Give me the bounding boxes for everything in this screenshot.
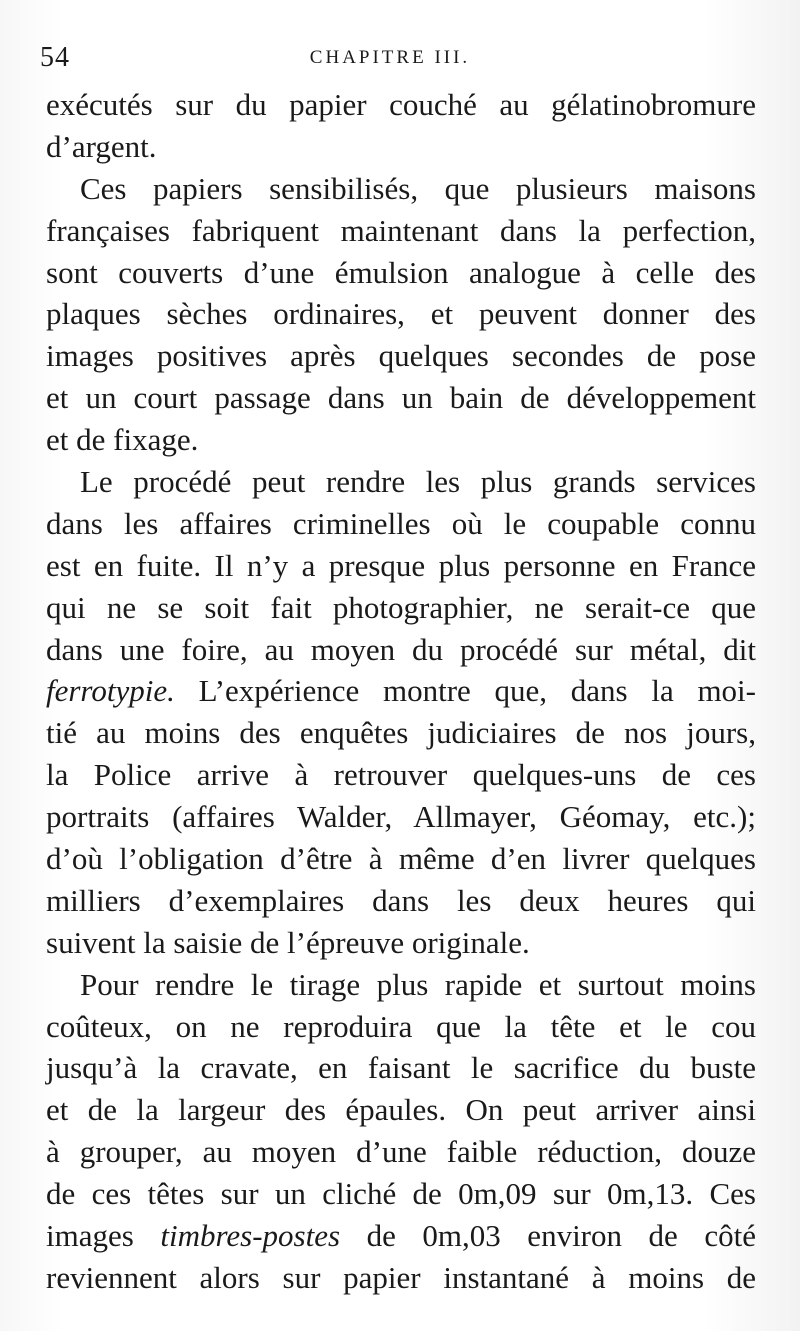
paragraph-first-line: Ces papiers sensibilisés, que plusieurs maisons (80, 170, 756, 206)
text-line: tié au moins des enquêtes judiciaires de nos jours, (46, 715, 756, 751)
text-line: exécutés sur du papier couché au gélatinobromure (46, 87, 756, 122)
italic-term: ferrotypie. (46, 673, 175, 709)
text-line: coûteux, on ne reproduira que la tête et le cou (46, 1008, 756, 1044)
text-line: dans une foire, au moyen du procédé sur métal, dit (46, 631, 756, 667)
line-prefix: images (46, 1218, 161, 1254)
text-line: images positives après quelques secondes de pose (46, 338, 756, 374)
text-line: et de la largeur des épaules. On peut arriver ainsi (46, 1092, 756, 1128)
paragraph-first-line: Le procédé peut rendre les plus grands services (80, 464, 756, 500)
line-suffix: de 0m,03 environ de côté (340, 1218, 756, 1254)
text-line (46, 670, 756, 712)
page-number: 54 (40, 42, 70, 73)
line-suffix: L’expérience montre que, dans la moi- (174, 673, 756, 709)
text-line: est en fuite. Il n’y a presque plus personne en France (46, 547, 756, 583)
text-line: de ces têtes sur un cliché de 0m,09 sur 0m,13. Ces (46, 1176, 756, 1212)
italic-term: timbres-postes (160, 1218, 341, 1254)
text-line: jusqu’à la cravate, en faisant le sacrifice du buste (46, 1050, 756, 1086)
text-line: la Police arrive à retrouver quelques-uns de ces (46, 757, 756, 793)
page-header (40, 40, 740, 76)
text-line: d’où l’obligation d’être à même d’en livrer quelques (46, 841, 756, 877)
text-line: d’argent. (46, 128, 157, 164)
text-line: portraits (affaires Walder, Allmayer, Géomay, etc.); (46, 799, 756, 835)
text-line: à grouper, au moyen d’une faible réduction, douze (46, 1134, 756, 1170)
text-line: françaises fabriquent maintenant dans la perfection, (46, 212, 756, 248)
text-line: reviennent alors sur papier instantané à moins de (46, 1259, 756, 1295)
running-title: CHAPITRE III. (309, 47, 471, 68)
text-line: et de fixage. (46, 422, 199, 458)
text-line: dans les affaires criminelles où le coupable connu (46, 505, 756, 541)
body-text (46, 84, 756, 1299)
text-line: et un court passage dans un bain de développement (46, 380, 756, 416)
text-line: qui ne se soit fait photographier, ne serait-ce que (46, 589, 756, 625)
text-line: plaques sèches ordinaires, et peuvent donner des (46, 296, 756, 332)
paragraph-first-line: Pour rendre le tirage plus rapide et surtout moins (80, 966, 756, 1002)
text-line: sont couverts d’une émulsion analogue à celle des (46, 254, 756, 290)
text-line (46, 1215, 756, 1257)
text-line: milliers d’exemplaires dans les deux heures qui (46, 882, 756, 918)
text-line: suivent la saisie de l’épreuve originale. (46, 924, 530, 960)
